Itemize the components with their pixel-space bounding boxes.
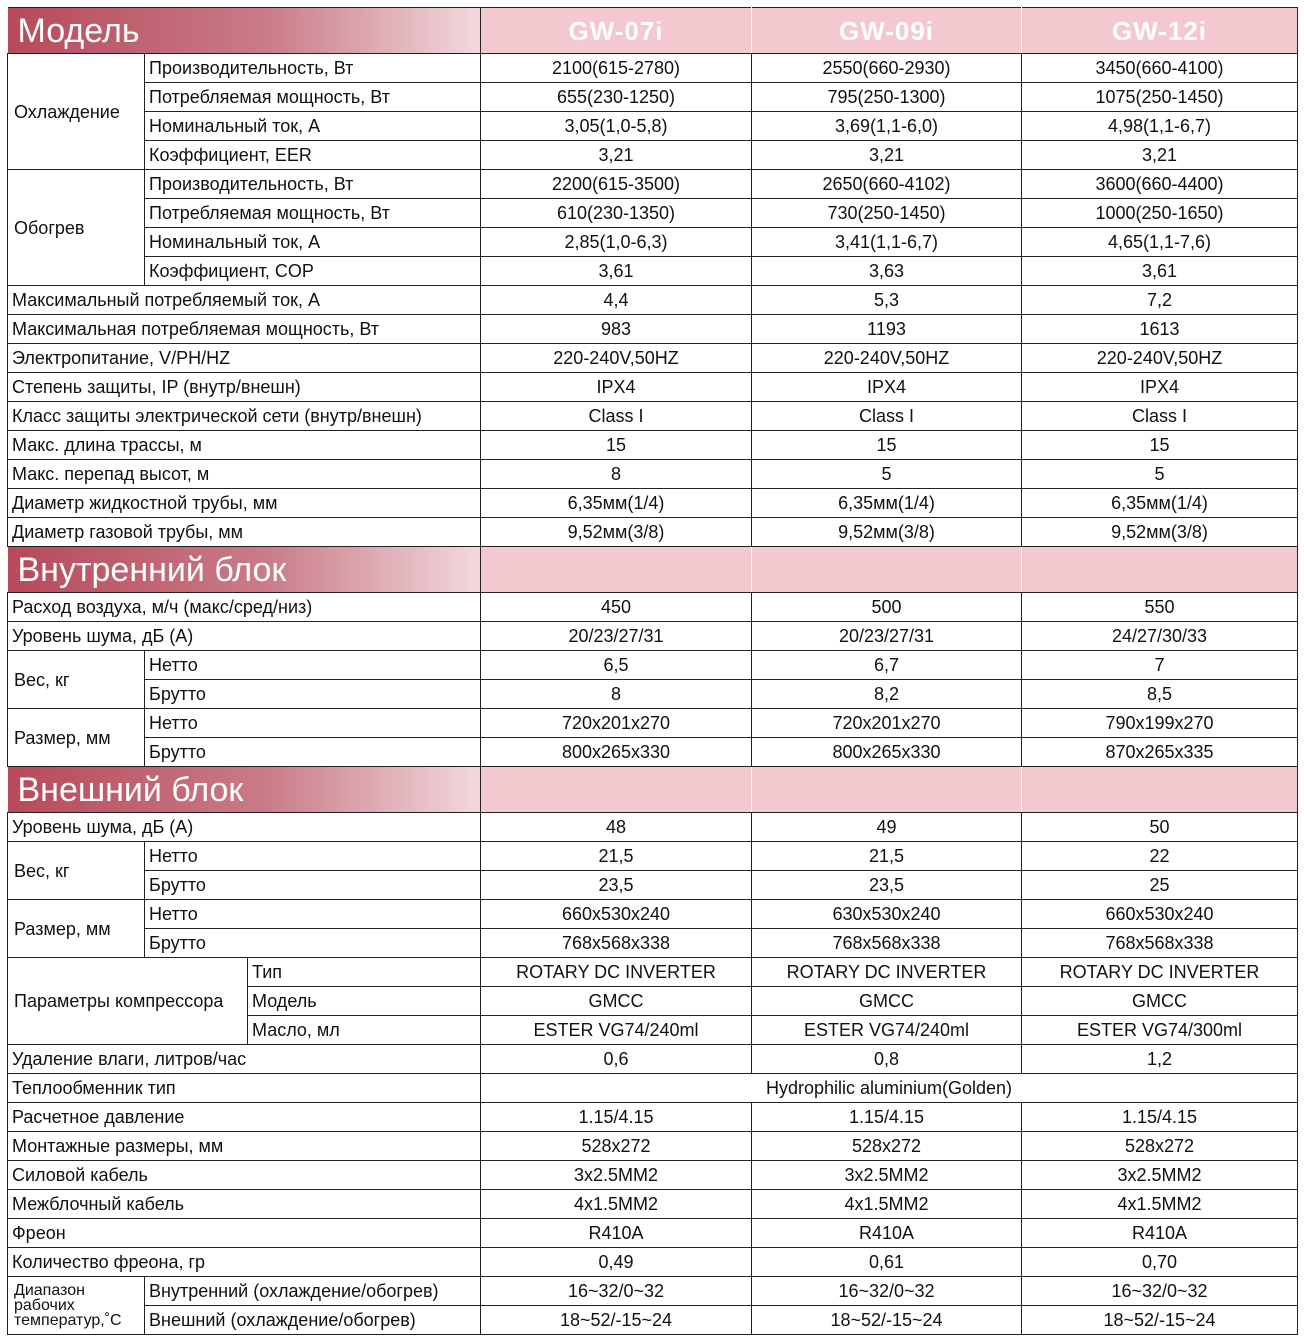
table-row	[8, 1045, 1298, 1074]
cell-value: 720x201x270	[481, 709, 752, 738]
cell-value: 660x530x240	[1022, 900, 1298, 929]
row-label: Производительность, Вт	[145, 170, 481, 199]
row-label: Тип	[248, 958, 481, 987]
cell-value: 3,63	[752, 257, 1022, 286]
cell-value: 0,70	[1022, 1248, 1298, 1277]
cell-value: 528x272	[481, 1132, 752, 1161]
cell-value: 1,2	[1022, 1045, 1298, 1074]
cell-value: 1.15/4.15	[1022, 1103, 1298, 1132]
cell-value: 20/23/27/31	[752, 622, 1022, 651]
table-row	[8, 871, 1298, 900]
cell-value: 3,61	[1022, 257, 1298, 286]
cell-value: 1075(250-1450)	[1022, 83, 1298, 112]
cell-value: 18~52/-15~24	[1022, 1306, 1298, 1335]
cell-value: 1.15/4.15	[481, 1103, 752, 1132]
table-row	[8, 738, 1298, 767]
cell-value: 8,2	[752, 680, 1022, 709]
table-row	[8, 680, 1298, 709]
cell-value: 15	[1022, 431, 1298, 460]
table-row	[8, 431, 1298, 460]
table-row	[8, 958, 1298, 987]
indoor-header-row	[8, 547, 1298, 593]
cell-value: 4,4	[481, 286, 752, 315]
cell-value: Class I	[1022, 402, 1298, 431]
cell-value: 9,52мм(3/8)	[1022, 518, 1298, 547]
cell-value: 2,85(1,0-6,3)	[481, 228, 752, 257]
cell-value: 528x272	[1022, 1132, 1298, 1161]
cell-value: 7,2	[1022, 286, 1298, 315]
table-row	[8, 112, 1298, 141]
cell-value: R410A	[752, 1219, 1022, 1248]
cell-value: 720x201x270	[752, 709, 1022, 738]
row-label: Нетто	[145, 900, 481, 929]
row-label: Коэффициент, EER	[145, 141, 481, 170]
header-blank	[752, 547, 1022, 593]
cell-value: 1.15/4.15	[752, 1103, 1022, 1132]
cell-value: ESTER VG74/300ml	[1022, 1016, 1298, 1045]
temp-range-group	[8, 1277, 145, 1335]
row-label: Коэффициент, COP	[145, 257, 481, 286]
cell-value: 3x2.5MM2	[481, 1161, 752, 1190]
compressor-group: Параметры компрессора	[8, 958, 248, 1045]
row-label: Нетто	[145, 842, 481, 871]
cell-value: 4x1.5MM2	[481, 1190, 752, 1219]
cell-value: 4x1.5MM2	[752, 1190, 1022, 1219]
cell-value: 3600(660-4400)	[1022, 170, 1298, 199]
row-label: Степень защиты, IP (внутр/внешн)	[8, 373, 481, 402]
cell-value: GMCC	[481, 987, 752, 1016]
cell-value: 220-240V,50HZ	[752, 344, 1022, 373]
cell-value: 0,8	[752, 1045, 1022, 1074]
table-row	[8, 813, 1298, 842]
cell-value: ROTARY DC INVERTER	[1022, 958, 1298, 987]
cell-value: 1000(250-1650)	[1022, 199, 1298, 228]
table-row	[8, 900, 1298, 929]
cell-value: 790x199x270	[1022, 709, 1298, 738]
cell-value: Class I	[481, 402, 752, 431]
row-label: Электропитание, V/PH/HZ	[8, 344, 481, 373]
outdoor-weight-group: Вес, кг	[8, 842, 145, 900]
model-section-title: Модель	[8, 8, 481, 54]
row-label: Уровень шума, дБ (А)	[8, 813, 481, 842]
row-label: Номинальный ток, А	[145, 112, 481, 141]
cell-value: 220-240V,50HZ	[1022, 344, 1298, 373]
row-label: Монтажные размеры, мм	[8, 1132, 481, 1161]
cell-value: 48	[481, 813, 752, 842]
outdoor-section-title: Внешний блок	[8, 767, 481, 813]
row-label: Диаметр газовой трубы, мм	[8, 518, 481, 547]
header-blank	[752, 767, 1022, 813]
row-label: Брутто	[145, 680, 481, 709]
model-name-3: GW-12i	[1022, 8, 1298, 54]
cell-value: 220-240V,50HZ	[481, 344, 752, 373]
cell-value: 5	[752, 460, 1022, 489]
table-row	[8, 518, 1298, 547]
cell-value: 18~52/-15~24	[481, 1306, 752, 1335]
cell-value: 8	[481, 460, 752, 489]
table-row	[8, 170, 1298, 199]
cell-value: 7	[1022, 651, 1298, 680]
table-row	[8, 709, 1298, 738]
table-row	[8, 1190, 1298, 1219]
cell-value: 528x272	[752, 1132, 1022, 1161]
cell-value: 0,6	[481, 1045, 752, 1074]
row-label: Теплообменник тип	[8, 1074, 481, 1103]
cell-value: 16~32/0~32	[752, 1277, 1022, 1306]
row-label: Макс. длина трассы, м	[8, 431, 481, 460]
cell-value: 24/27/30/33	[1022, 622, 1298, 651]
cell-value: 0,61	[752, 1248, 1022, 1277]
cell-value: 15	[752, 431, 1022, 460]
row-label: Потребляемая мощность, Вт	[145, 199, 481, 228]
heating-group-label: Обогрев	[8, 170, 145, 286]
cell-value: 23,5	[481, 871, 752, 900]
header-blank	[481, 547, 752, 593]
cell-value: 6,5	[481, 651, 752, 680]
cell-value: 3,61	[481, 257, 752, 286]
cell-value: 23,5	[752, 871, 1022, 900]
row-label: Максимальная потребляемая мощность, Вт	[8, 315, 481, 344]
cell-value: IPX4	[481, 373, 752, 402]
table-row	[8, 257, 1298, 286]
cell-value: 21,5	[481, 842, 752, 871]
temp-group-line3: температур,˚С	[14, 1312, 122, 1330]
row-label: Расчетное давление	[8, 1103, 481, 1132]
row-label: Расход воздуха, м/ч (макс/сред/низ)	[8, 593, 481, 622]
cell-value: 9,52мм(3/8)	[752, 518, 1022, 547]
cell-value: 2100(615-2780)	[481, 54, 752, 83]
cell-value: 25	[1022, 871, 1298, 900]
cell-value: 450	[481, 593, 752, 622]
cell-value: 1613	[1022, 315, 1298, 344]
row-label: Нетто	[145, 709, 481, 738]
row-label: Удаление влаги, литров/час	[8, 1045, 481, 1074]
outdoor-header-row	[8, 767, 1298, 813]
row-label: Номинальный ток, А	[145, 228, 481, 257]
cell-value: GMCC	[752, 987, 1022, 1016]
row-label: Класс защиты электрической сети (внутр/внешн)	[8, 402, 481, 431]
table-row	[8, 199, 1298, 228]
cell-value: ROTARY DC INVERTER	[752, 958, 1022, 987]
table-row	[8, 1277, 1298, 1306]
cell-value: 3x2.5MM2	[1022, 1161, 1298, 1190]
row-label: Максимальный потребляемый ток, А	[8, 286, 481, 315]
temp-group-line2: рабочих	[14, 1296, 75, 1314]
cell-value: 15	[481, 431, 752, 460]
spec-table	[7, 7, 1298, 1335]
cell-value: 6,35мм(1/4)	[752, 489, 1022, 518]
table-row	[8, 651, 1298, 680]
row-label: Производительность, Вт	[145, 54, 481, 83]
cell-value: 9,52мм(3/8)	[481, 518, 752, 547]
row-label: Внешний (охлаждение/обогрев)	[145, 1306, 481, 1335]
cell-value: IPX4	[1022, 373, 1298, 402]
cell-value: 5	[1022, 460, 1298, 489]
table-row	[8, 593, 1298, 622]
cell-value: 2200(615-3500)	[481, 170, 752, 199]
cell-value: 3450(660-4100)	[1022, 54, 1298, 83]
cell-value: 16~32/0~32	[481, 1277, 752, 1306]
cell-value: 0,49	[481, 1248, 752, 1277]
indoor-section-title: Внутренний блок	[8, 547, 481, 593]
table-row	[8, 489, 1298, 518]
table-row	[8, 1132, 1298, 1161]
cell-value: 800x265x330	[752, 738, 1022, 767]
table-row	[8, 286, 1298, 315]
table-row	[8, 842, 1298, 871]
cell-value: 4,98(1,1-6,7)	[1022, 112, 1298, 141]
cell-value: IPX4	[752, 373, 1022, 402]
row-label: Количество фреона, гр	[8, 1248, 481, 1277]
row-label: Фреон	[8, 1219, 481, 1248]
row-label: Потребляемая мощность, Вт	[145, 83, 481, 112]
cell-value: ESTER VG74/240ml	[752, 1016, 1022, 1045]
table-row	[8, 929, 1298, 958]
outdoor-size-group: Размер, мм	[8, 900, 145, 958]
cell-value: 22	[1022, 842, 1298, 871]
table-row	[8, 141, 1298, 170]
row-label: Брутто	[145, 929, 481, 958]
cell-value: 6,35мм(1/4)	[481, 489, 752, 518]
model-header-row	[8, 8, 1298, 54]
cell-value: 610(230-1350)	[481, 199, 752, 228]
cell-value: 3x2.5MM2	[752, 1161, 1022, 1190]
row-label: Уровень шума, дБ (А)	[8, 622, 481, 651]
row-label: Диаметр жидкостной трубы, мм	[8, 489, 481, 518]
table-row	[8, 315, 1298, 344]
row-label: Брутто	[145, 871, 481, 900]
cell-value: 6,7	[752, 651, 1022, 680]
row-label: Макс. перепад высот, м	[8, 460, 481, 489]
cell-value: 655(230-1250)	[481, 83, 752, 112]
cell-value: R410A	[481, 1219, 752, 1248]
cell-value: 16~32/0~32	[1022, 1277, 1298, 1306]
table-row	[8, 622, 1298, 651]
cell-value: 50	[1022, 813, 1298, 842]
row-label: Брутто	[145, 738, 481, 767]
cell-value: Hydrophilic aluminium(Golden)	[481, 1074, 1298, 1103]
cell-value: 768x568x338	[481, 929, 752, 958]
table-row	[8, 1161, 1298, 1190]
table-row	[8, 54, 1298, 83]
cooling-group-label: Охлаждение	[8, 54, 145, 170]
table-row	[8, 460, 1298, 489]
table-row	[8, 1306, 1298, 1335]
cell-value: ROTARY DC INVERTER	[481, 958, 752, 987]
cell-value: 795(250-1300)	[752, 83, 1022, 112]
cell-value: 49	[752, 813, 1022, 842]
cell-value: GMCC	[1022, 987, 1298, 1016]
table-row	[8, 1074, 1298, 1103]
indoor-size-group: Размер, мм	[8, 709, 145, 767]
model-name-2: GW-09i	[752, 8, 1022, 54]
cell-value: 3,21	[752, 141, 1022, 170]
header-blank	[1022, 547, 1298, 593]
cell-value: 730(250-1450)	[752, 199, 1022, 228]
cell-value: 3,41(1,1-6,7)	[752, 228, 1022, 257]
cell-value: 550	[1022, 593, 1298, 622]
row-label: Нетто	[145, 651, 481, 680]
table-row	[8, 344, 1298, 373]
row-label: Модель	[248, 987, 481, 1016]
cell-value: 3,05(1,0-5,8)	[481, 112, 752, 141]
cell-value: 8	[481, 680, 752, 709]
temp-group-line1: Диапазон	[14, 1281, 85, 1299]
row-label: Силовой кабель	[8, 1161, 481, 1190]
cell-value: 660x530x240	[481, 900, 752, 929]
row-label: Масло, мл	[248, 1016, 481, 1045]
cell-value: 5,3	[752, 286, 1022, 315]
header-blank	[1022, 767, 1298, 813]
cell-value: 21,5	[752, 842, 1022, 871]
table-row	[8, 402, 1298, 431]
cell-value: 6,35мм(1/4)	[1022, 489, 1298, 518]
cell-value: 3,69(1,1-6,0)	[752, 112, 1022, 141]
table-row	[8, 228, 1298, 257]
cell-value: 18~52/-15~24	[752, 1306, 1022, 1335]
cell-value: 768x568x338	[752, 929, 1022, 958]
table-row	[8, 1219, 1298, 1248]
cell-value: 800x265x330	[481, 738, 752, 767]
cell-value: 768x568x338	[1022, 929, 1298, 958]
cell-value: 1193	[752, 315, 1022, 344]
cell-value: 3,21	[481, 141, 752, 170]
cell-value: 4,65(1,1-7,6)	[1022, 228, 1298, 257]
cell-value: 2650(660-4102)	[752, 170, 1022, 199]
header-blank	[481, 767, 752, 813]
cell-value: 983	[481, 315, 752, 344]
table-row	[8, 1248, 1298, 1277]
cell-value: 870x265x335	[1022, 738, 1298, 767]
cell-value: 4x1.5MM2	[1022, 1190, 1298, 1219]
cell-value: Class I	[752, 402, 1022, 431]
row-label: Внутренний (охлаждение/обогрев)	[145, 1277, 481, 1306]
row-label: Межблочный кабель	[8, 1190, 481, 1219]
indoor-weight-group: Вес, кг	[8, 651, 145, 709]
cell-value: R410A	[1022, 1219, 1298, 1248]
table-row	[8, 373, 1298, 402]
table-row	[8, 83, 1298, 112]
cell-value: 630x530x240	[752, 900, 1022, 929]
cell-value: 3,21	[1022, 141, 1298, 170]
cell-value: ESTER VG74/240ml	[481, 1016, 752, 1045]
table-row	[8, 1103, 1298, 1132]
model-name-1: GW-07i	[481, 8, 752, 54]
cell-value: 2550(660-2930)	[752, 54, 1022, 83]
cell-value: 20/23/27/31	[481, 622, 752, 651]
cell-value: 8,5	[1022, 680, 1298, 709]
cell-value: 500	[752, 593, 1022, 622]
